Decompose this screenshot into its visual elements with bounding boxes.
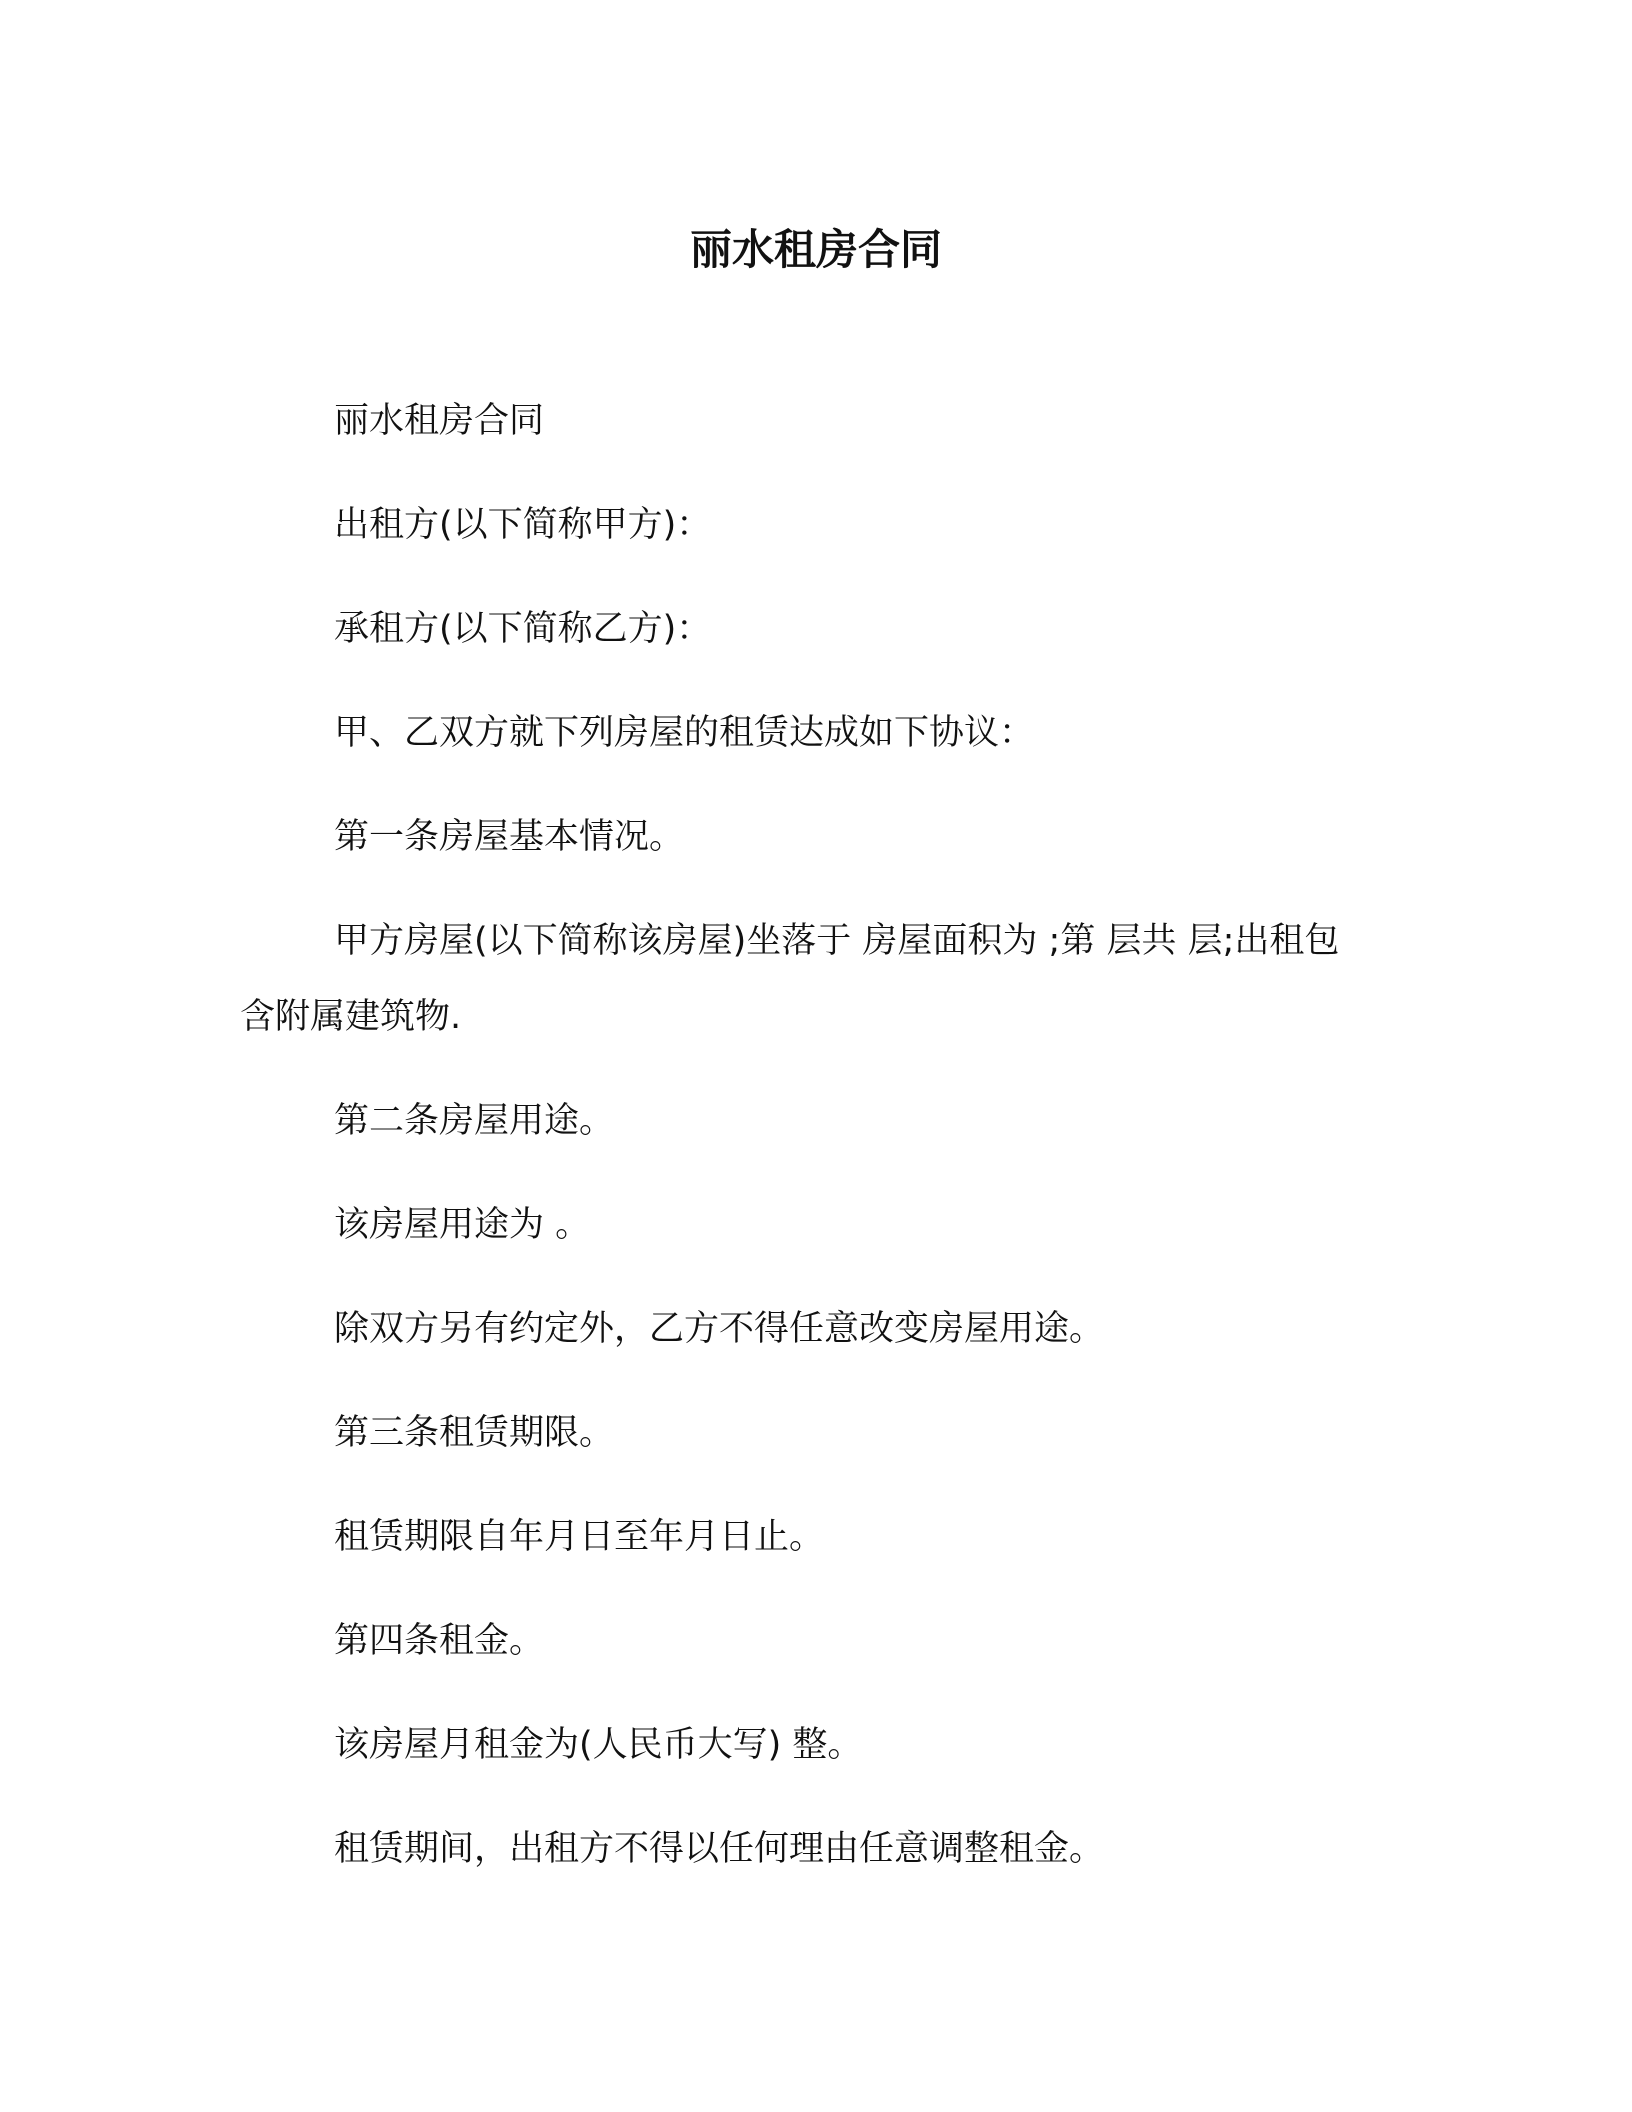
paragraph-lessee: 承租方(以下简称乙方)： — [334, 609, 712, 649]
paragraph-article-2-heading: 第二条房屋用途。 — [334, 1101, 615, 1141]
document-title: 丽水租房合同 — [689, 225, 942, 274]
paragraph-article-4-rent: 该房屋月租金为(人民币大写) 整。 — [334, 1725, 863, 1765]
paragraph-article-2-use: 该房屋用途为 。 — [334, 1205, 591, 1245]
paragraph-article-3-body: 租赁期限自年月日至年月日止。 — [334, 1517, 825, 1557]
paragraph-lessor: 出租方(以下简称甲方)： — [334, 505, 712, 545]
paragraph-article-1-body: 甲方房屋(以下简称该房屋)坐落于 房屋面积为 ;第 层共 层;出租包 — [334, 921, 1340, 961]
paragraph-article-4-heading: 第四条租金。 — [334, 1621, 545, 1661]
paragraph-article-2-restriction: 除双方另有约定外，乙方不得任意改变房屋用途。 — [334, 1309, 1105, 1349]
paragraph-article-4-adjustment: 租赁期间，出租方不得以任何理由任意调整租金。 — [334, 1829, 1105, 1869]
paragraph-subtitle: 丽水租房合同 — [334, 401, 545, 441]
paragraph-article-1-heading: 第一条房屋基本情况。 — [334, 817, 685, 857]
paragraph-article-1-body-cont: 含附属建筑物. — [240, 997, 462, 1037]
paragraph-agreement-intro: 甲、乙双方就下列房屋的租赁达成如下协议： — [334, 713, 1035, 753]
paragraph-article-3-heading: 第三条租赁期限。 — [334, 1413, 615, 1453]
